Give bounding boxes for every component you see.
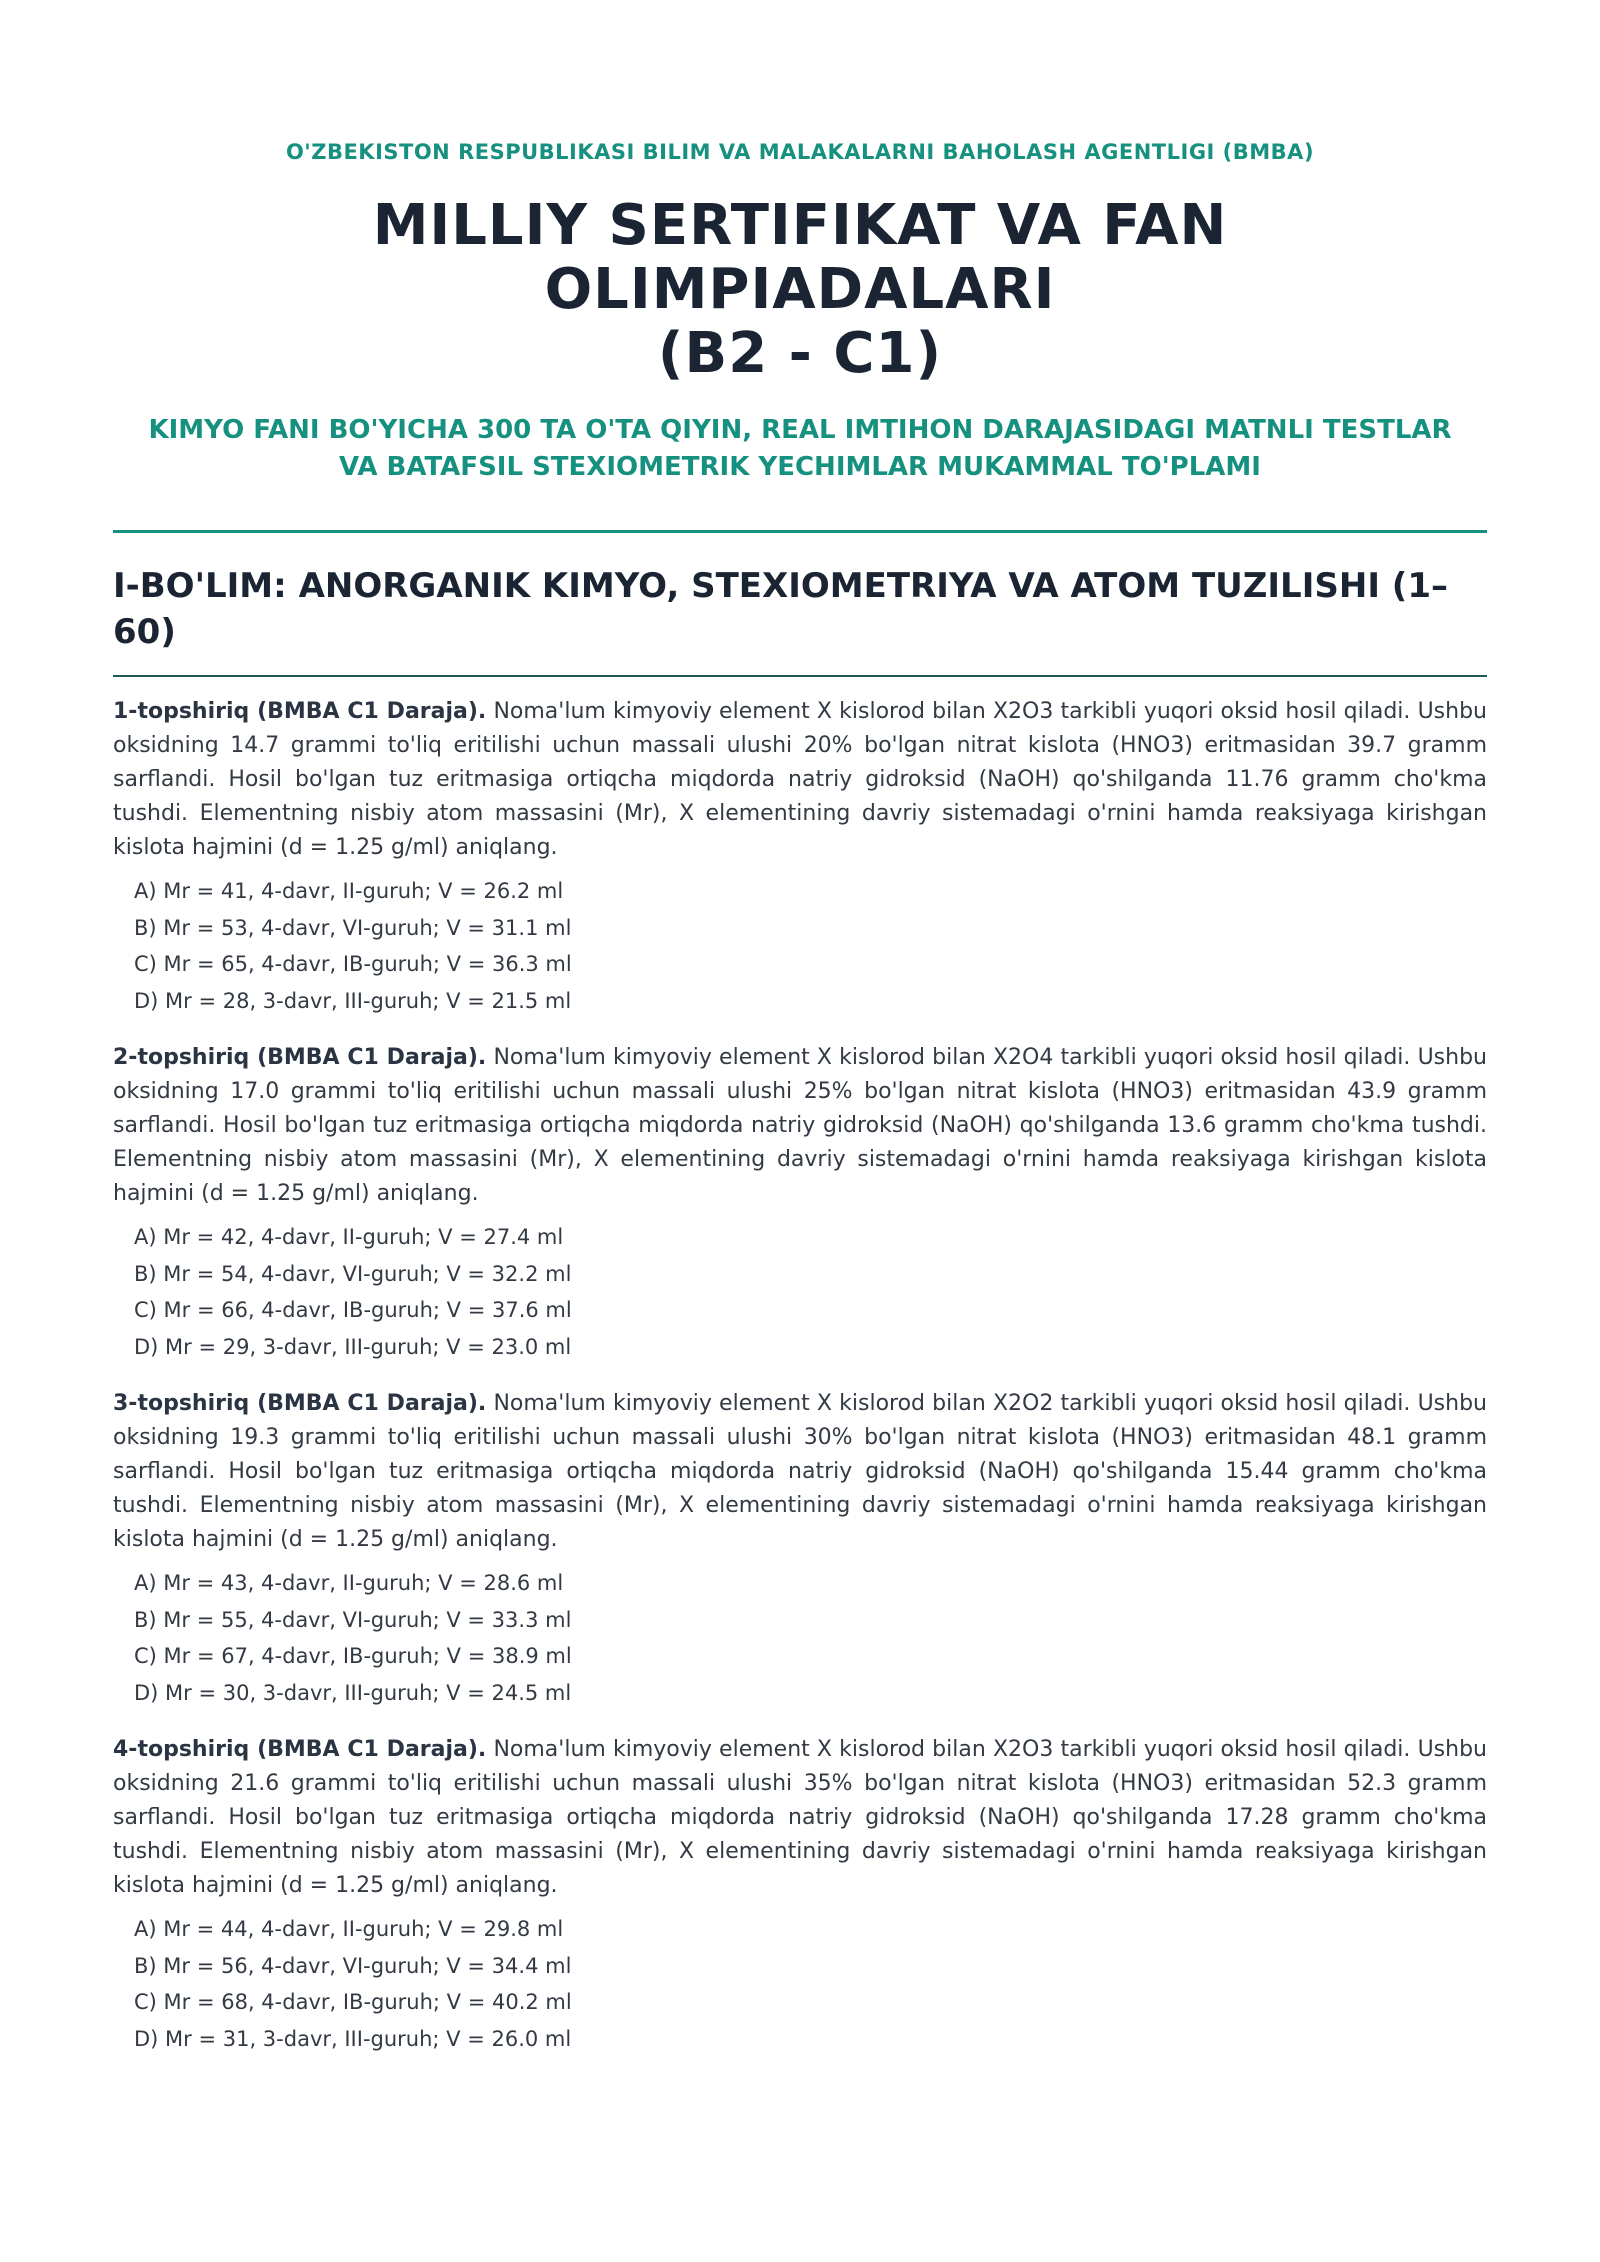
answer-options xyxy=(113,1219,1487,1365)
answer-option-d: D) Mr = 29, 3-davr, III-guruh; V = 23.0 ml xyxy=(134,1334,572,1359)
problem-statement xyxy=(113,695,1487,865)
answer-option-a: A) Mr = 43, 4-davr, II-guruh; V = 28.6 ml xyxy=(134,1571,564,1595)
problem-label: 4-topshiriq (BMBA C1 Daraja). xyxy=(113,1737,487,1762)
problem-item xyxy=(113,1041,1487,1365)
document-title xyxy=(113,194,1487,386)
answer-option-d: D) Mr = 30, 3-davr, III-guruh; V = 24.5 ml xyxy=(134,1680,572,1705)
answer-option-b: B) Mr = 53, 4-davr, VI-guruh; V = 31.1 ml xyxy=(134,915,572,940)
problem-item xyxy=(113,1387,1487,1711)
problem-body: Noma'lum kimyoviy element X kislorod bilan X2O4 tarkibli yuqori oksid hosil qiladi. Ushbu oksidning 17.0 grammi to'liq eritilishi uchun massali ulushi 25% bo'lgan nitrat kislota (HNO3) eritmasidan 43.9 gramm sarflandi. Hosil bo'lgan tuz eritmasiga ortiqcha miqdorda natriy gidroksid (NaOH) qo'shilganda 13.6 gramm cho'kma tushdi. Elementning nisbiy atom massasini (Mr), X elementining davriy sistemadagi o'rnini hamda reaksiyaga kirishgan kislota hajmini (d = 1.25 g/ml) aniqlang. xyxy=(113,1045,1487,1206)
problem-statement xyxy=(113,1041,1487,1211)
answer-options xyxy=(113,1911,1487,2057)
answer-option-d: D) Mr = 31, 3-davr, III-guruh; V = 26.0 ml xyxy=(134,2026,572,2051)
problem-label: 1-topshiriq (BMBA C1 Daraja). xyxy=(113,699,487,724)
answer-option-b: B) Mr = 55, 4-davr, VI-guruh; V = 33.3 ml xyxy=(134,1607,572,1632)
answer-option-c: C) Mr = 68, 4-davr, IB-guruh; V = 40.2 ml xyxy=(134,1990,572,2014)
document-subtitle xyxy=(113,412,1487,486)
problem-item xyxy=(113,1733,1487,2057)
answer-option-c: C) Mr = 65, 4-davr, IB-guruh; V = 36.3 ml xyxy=(134,952,572,976)
problem-label: 2-topshiriq (BMBA C1 Daraja). xyxy=(113,1045,487,1070)
title-line-1: MILLIY SERTIFIKAT VA FAN OLIMPIADALARI xyxy=(372,193,1228,322)
problem-list xyxy=(113,695,1487,2057)
answer-options xyxy=(113,1565,1487,1711)
problem-body: Noma'lum kimyoviy element X kislorod bilan X2O3 tarkibli yuqori oksid hosil qiladi. Ushbu oksidning 21.6 grammi to'liq eritilishi uchun massali ulushi 35% bo'lgan nitrat kislota (HNO3) eritmasidan 52.3 gramm sarflandi. Hosil bo'lgan tuz eritmasiga ortiqcha miqdorda natriy gidroksid (NaOH) qo'shilganda 17.28 gramm cho'kma tushdi. Elementning nisbiy atom massasini (Mr), X elementining davriy sistemadagi o'rnini hamda reaksiyaga kirishgan kislota hajmini (d = 1.25 g/ml) aniqlang. xyxy=(113,1737,1487,1898)
problem-statement xyxy=(113,1387,1487,1557)
answer-option-c: C) Mr = 66, 4-davr, IB-guruh; V = 37.6 ml xyxy=(134,1298,572,1322)
answer-option-a: A) Mr = 44, 4-davr, II-guruh; V = 29.8 ml xyxy=(134,1917,564,1941)
problem-body: Noma'lum kimyoviy element X kislorod bilan X2O3 tarkibli yuqori oksid hosil qiladi. Ushbu oksidning 14.7 grammi to'liq eritilishi uchun massali ulushi 20% bo'lgan nitrat kislota (HNO3) eritmasidan 39.7 gramm sarflandi. Hosil bo'lgan tuz eritmasiga ortiqcha miqdorda natriy gidroksid (NaOH) qo'shilganda 11.76 gramm cho'kma tushdi. Elementning nisbiy atom massasini (Mr), X elementining davriy sistemadagi o'rnini hamda reaksiyaga kirishgan kislota hajmini (d = 1.25 g/ml) aniqlang. xyxy=(113,699,1487,860)
answer-option-d: D) Mr = 28, 3-davr, III-guruh; V = 21.5 ml xyxy=(134,988,572,1013)
header-divider xyxy=(113,530,1487,533)
section-title: I-BO'LIM: ANORGANIK KIMYO, STEXIOMETRIYA VA ATOM TUZILISHI (1–60) xyxy=(113,566,1448,652)
agency-name: O'ZBEKISTON RESPUBLIKASI BILIM VA MALAKALARNI BAHOLASH AGENTLIGI (BMBA) xyxy=(285,140,1315,164)
problem-body: Noma'lum kimyoviy element X kislorod bilan X2O2 tarkibli yuqori oksid hosil qiladi. Ushbu oksidning 19.3 grammi to'liq eritilishi uchun massali ulushi 30% bo'lgan nitrat kislota (HNO3) eritmasidan 48.1 gramm sarflandi. Hosil bo'lgan tuz eritmasiga ortiqcha miqdorda natriy gidroksid (NaOH) qo'shilganda 15.44 gramm cho'kma tushdi. Elementning nisbiy atom massasini (Mr), X elementining davriy sistemadagi o'rnini hamda reaksiyaga kirishgan kislota hajmini (d = 1.25 g/ml) aniqlang. xyxy=(113,1391,1487,1552)
answer-option-c: C) Mr = 67, 4-davr, IB-guruh; V = 38.9 ml xyxy=(134,1644,572,1668)
answer-option-b: B) Mr = 54, 4-davr, VI-guruh; V = 32.2 ml xyxy=(134,1261,572,1286)
answer-options xyxy=(113,873,1487,1019)
section-divider xyxy=(113,675,1487,677)
answer-option-a: A) Mr = 41, 4-davr, II-guruh; V = 26.2 ml xyxy=(134,879,564,903)
subtitle-line-1: KIMYO FANI BO'YICHA 300 TA O'TA QIYIN, REAL IMTIHON DARAJASIDAGI MATNLI TESTLAR xyxy=(148,415,1452,445)
problem-item xyxy=(113,695,1487,1019)
subtitle-line-2: VA BATAFSIL STEXIOMETRIK YECHIMLAR MUKAMMAL TO'PLAMI xyxy=(339,452,1261,482)
answer-option-a: A) Mr = 42, 4-davr, II-guruh; V = 27.4 ml xyxy=(134,1225,564,1249)
title-line-2: (B2 - C1) xyxy=(657,321,943,386)
document-header xyxy=(113,140,1487,486)
problem-label: 3-topshiriq (BMBA C1 Daraja). xyxy=(113,1391,487,1416)
problem-statement xyxy=(113,1733,1487,1903)
answer-option-b: B) Mr = 56, 4-davr, VI-guruh; V = 34.4 ml xyxy=(134,1953,572,1978)
